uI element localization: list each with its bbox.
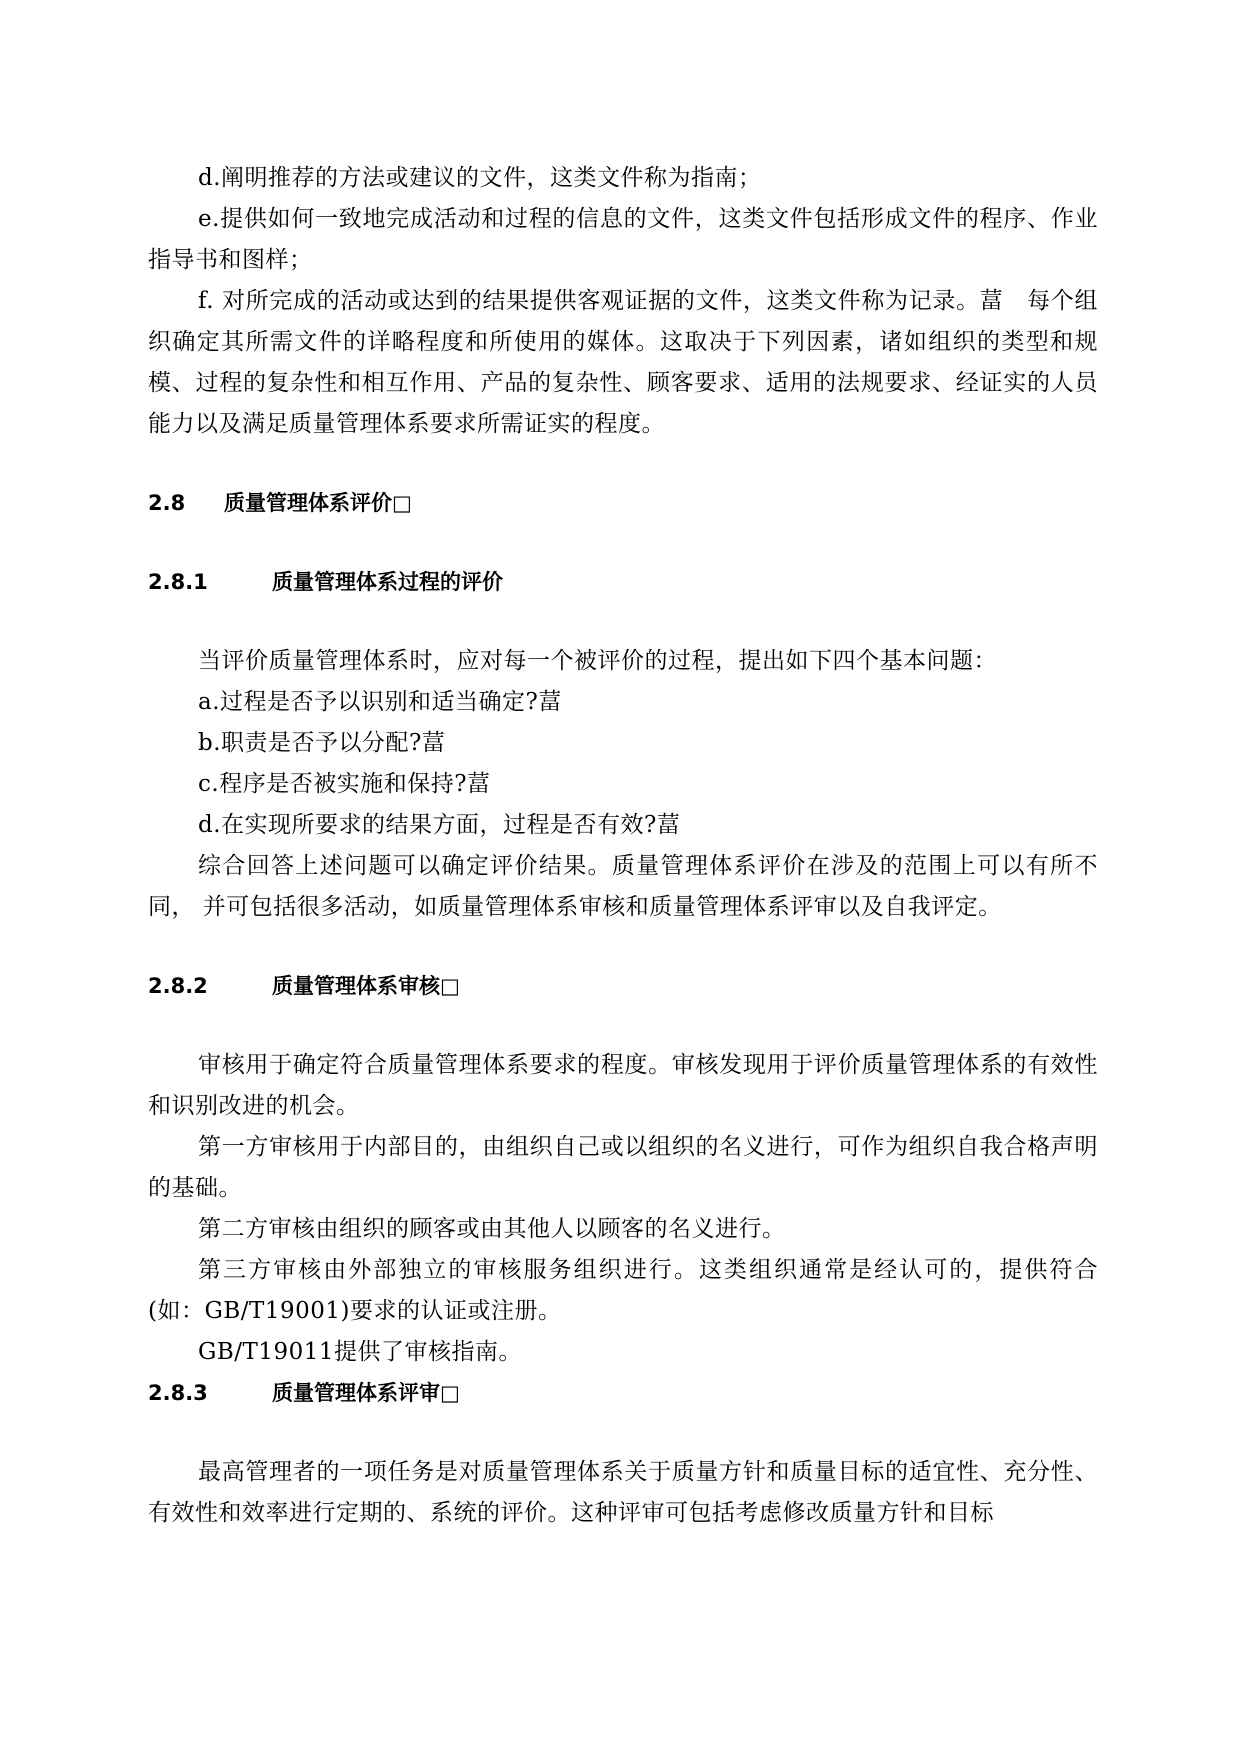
heading-title: 质量管理体系评价 — [224, 491, 392, 515]
heading-title: 质量管理体系过程的评价 — [272, 570, 503, 594]
question-a: a.过程是否予以识别和适当确定?葍 — [198, 689, 562, 715]
question-c: c.程序是否被实施和保持?葍 — [198, 771, 491, 797]
paragraph-item-d: d.阐明推荐的方法或建议的文件，这类文件称为指南； — [198, 165, 762, 191]
paragraph-management-review: 最高管理者的一项任务是对质量管理体系关于质量方针和质量目标的适宜性、充分性、有效性和效率进行定期的、系统的评价。这种评审可包括考虑修改质量方针和目标 — [148, 1459, 1098, 1526]
heading-title: 质量管理体系审核 — [272, 974, 440, 998]
paragraph-intro: 当评价质量管理体系时，应对每一个被评价的过程，提出如下四个基本问题： — [198, 648, 997, 674]
heading-2-8: 2.8 质量管理体系评价□ — [148, 483, 1098, 524]
paragraph-second-party: 第二方审核由组织的顾客或由其他人以顾客的名义进行。 — [198, 1216, 786, 1242]
paragraph-summary: 综合回答上述问题可以确定评价结果。质量管理体系评价在涉及的范围上可以有所不同， 并可包括很多活动，如质量管理体系审核和质量管理体系评审以及自我评定。 — [148, 853, 1098, 920]
heading-number: 2.8 — [148, 491, 186, 515]
question-b: b.职责是否予以分配?葍 — [198, 730, 446, 756]
heading-number: 2.8.2 — [148, 974, 208, 998]
question-d: d.在实现所要求的结果方面，过程是否有效?葍 — [198, 812, 681, 838]
document-body — [148, 158, 1098, 1534]
paragraph-third-party: 第三方审核由外部独立的审核服务组织进行。这类组织通常是经认可的，提供符合(如：GB/T19001)要求的认证或注册。 — [148, 1257, 1098, 1324]
heading-number: 2.8.3 — [148, 1381, 208, 1405]
paragraph-item-e: e.提供如何一致地完成活动和过程的信息的文件，这类文件包括形成文件的程序、作业指导书和图样； — [148, 206, 1098, 273]
heading-2-8-3: 2.8.3 质量管理体系评审□ — [148, 1373, 1098, 1414]
heading-title: 质量管理体系评审 — [272, 1381, 440, 1405]
heading-2-8-2: 2.8.2 质量管理体系审核□ — [148, 966, 1098, 1007]
paragraph-audit-guide: GB/T19011提供了审核指南。 — [198, 1339, 523, 1365]
paragraph-audit-purpose: 审核用于确定符合质量管理体系要求的程度。审核发现用于评价质量管理体系的有效性和识别改进的机会。 — [148, 1052, 1098, 1119]
paragraph-item-f: f. 对所完成的活动或达到的结果提供客观证据的文件，这类文件称为记录。葍 每个组织确定其所需文件的详略程度和所使用的媒体。这取决于下列因素，诸如组织的类型和规模、过程的复杂性和相互作用、产品的复杂性、顾客要求、适用的法规要求、经证实的人员能力以及满足质量管理体系要求所需证实的程度。 — [148, 288, 1098, 437]
heading-2-8-1 — [148, 562, 1098, 603]
paragraph-first-party: 第一方审核用于内部目的，由组织自己或以组织的名义进行，可作为组织自我合格声明的基础。 — [148, 1134, 1098, 1201]
heading-number: 2.8.1 — [148, 570, 208, 594]
